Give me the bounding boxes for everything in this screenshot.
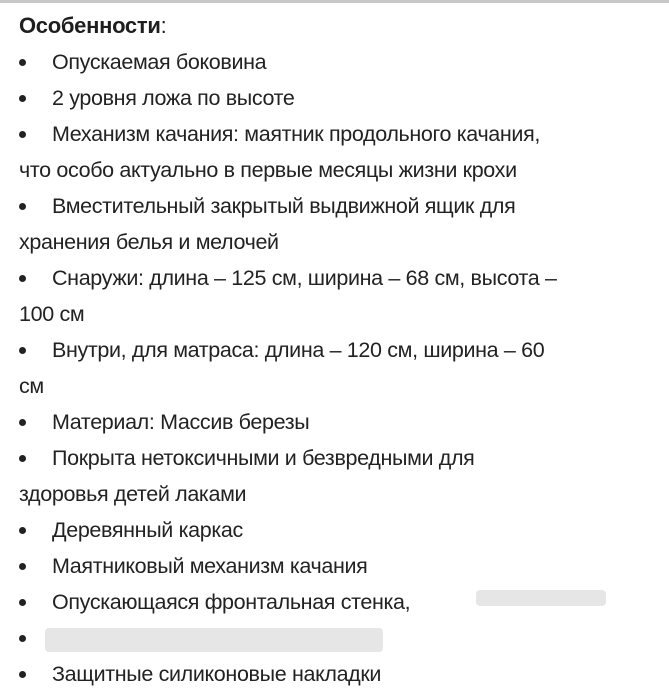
bullet-icon — [19, 455, 26, 462]
bullet-icon — [19, 419, 26, 426]
list-item — [19, 260, 659, 296]
list-item — [19, 116, 659, 152]
bullet-icon — [19, 527, 26, 534]
list-item — [19, 80, 659, 116]
bullet-icon — [19, 131, 26, 138]
list-item-text: Снаружи: длина – 125 см, ширина – 68 см, высота – — [52, 266, 557, 290]
list-item-text: Механизм качания: маятник продольного качания, — [52, 122, 540, 146]
bullet-icon — [19, 59, 26, 66]
list-item-redacted — [19, 620, 659, 656]
bullet-icon — [19, 95, 26, 102]
bullet-icon — [19, 203, 26, 210]
list-item — [19, 404, 659, 440]
bullet-icon — [19, 563, 26, 570]
bullet-icon — [19, 275, 26, 282]
list-item — [19, 188, 659, 224]
list-item-continuation: 100 см — [19, 302, 85, 326]
bullet-icon — [19, 671, 26, 678]
list-item-text: Покрыта нетоксичными и безвредными для — [52, 446, 475, 470]
list-item — [19, 512, 659, 548]
bullet-icon — [19, 347, 26, 354]
heading-text: Особенности — [19, 13, 161, 38]
redaction-mark — [45, 628, 383, 652]
redaction-mark — [476, 590, 606, 606]
list-item-text: Опускаемая боковина — [52, 50, 267, 74]
list-item-text: Материал: Массив березы — [52, 410, 310, 434]
bullet-icon — [19, 599, 26, 606]
list-item-continuation: здоровья детей лаками — [19, 482, 247, 506]
list-item-text: Внутри, для матраса: длина – 120 см, ширина – 60 — [52, 338, 545, 362]
list-item-text: Опускающаяся фронтальная стенка, — [52, 590, 411, 614]
list-item-continuation: см — [19, 374, 44, 398]
features-document — [19, 8, 659, 692]
list-item — [19, 332, 659, 368]
list-item-continuation: что особо актуально в первые месяцы жизни крохи — [19, 158, 517, 182]
list-item — [19, 584, 659, 620]
list-item-text: Маятниковый механизм качания — [52, 554, 368, 578]
list-item-text: Деревянный каркас — [52, 518, 243, 542]
list-item — [19, 548, 659, 584]
list-item — [19, 44, 659, 80]
features-heading — [19, 8, 659, 44]
list-item-text: Вместительный закрытый выдвижной ящик для — [52, 194, 516, 218]
heading-colon: : — [160, 13, 167, 38]
list-item — [19, 440, 659, 476]
list-item-text: Защитные силиконовые накладки — [52, 662, 382, 686]
list-item-text: 2 уровня ложа по высоте — [52, 86, 295, 110]
bullet-icon — [19, 635, 26, 642]
top-border — [0, 0, 669, 3]
list-item-continuation: хранения белья и мелочей — [19, 230, 279, 254]
list-item — [19, 656, 659, 692]
